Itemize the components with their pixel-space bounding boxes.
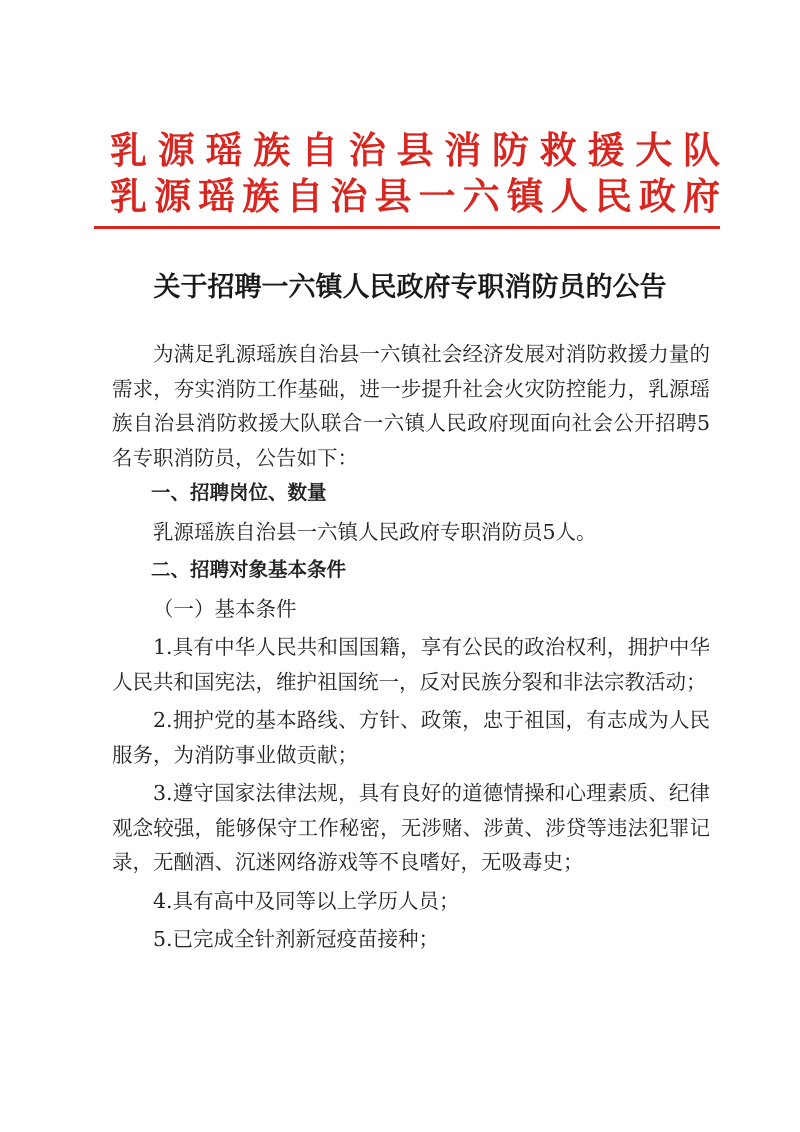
document-title: 关于招聘一六镇人民政府专职消防员的公告 [153, 272, 667, 303]
requirement-item-4: 4.具有高中及同等以上学历人员； [153, 888, 460, 913]
red-header-rule [94, 226, 720, 229]
requirement-item-2: 2.拥护党的基本路线、方针、政策，忠于祖国，有志成为人民服务，为消防事业做贡献； [112, 708, 710, 767]
document-body [112, 337, 710, 957]
issuer-name-town-government: 乳源瑶族自治县一六镇人民政府 [110, 174, 720, 218]
requirement-item-1: 1.具有中华人民共和国国籍，享有公民的政治权利，拥护中华人民共和国宪法，维护祖国统一，反对民族分裂和非法宗教活动； [112, 635, 710, 694]
subsection-heading-basic: （一）基本条件 [153, 596, 297, 621]
issuer-name-fire-brigade: 乳源瑶族自治县消防救援大队 [110, 128, 720, 172]
requirement-item-3: 3.遵守国家法律法规，具有良好的道德情操和心理素质、纪律观念较强，能够保守工作秘密，无涉赌、涉黄、涉贷等违法犯罪记录，无酗酒、沉迷网络游戏等不良嗜好，无吸毒史； [112, 781, 710, 874]
intro-paragraph: 为满足乳源瑶族自治县一六镇社会经济发展对消防救援力量的需求，夯实消防工作基础，进一步提升社会火灾防控能力，乳源瑶族自治县消防救援大队联合一六镇人民政府现面向社会公开招聘5名专职消防员，公告如下： [112, 342, 710, 470]
section-heading-positions: 一、招聘岗位、数量 [151, 481, 327, 504]
section-heading-requirements: 二、招聘对象基本条件 [151, 558, 347, 581]
positions-paragraph: 乳源瑶族自治县一六镇人民政府专职消防员5人。 [153, 519, 597, 544]
requirement-item-5: 5.已完成全针剂新冠疫苗接种； [153, 927, 440, 951]
